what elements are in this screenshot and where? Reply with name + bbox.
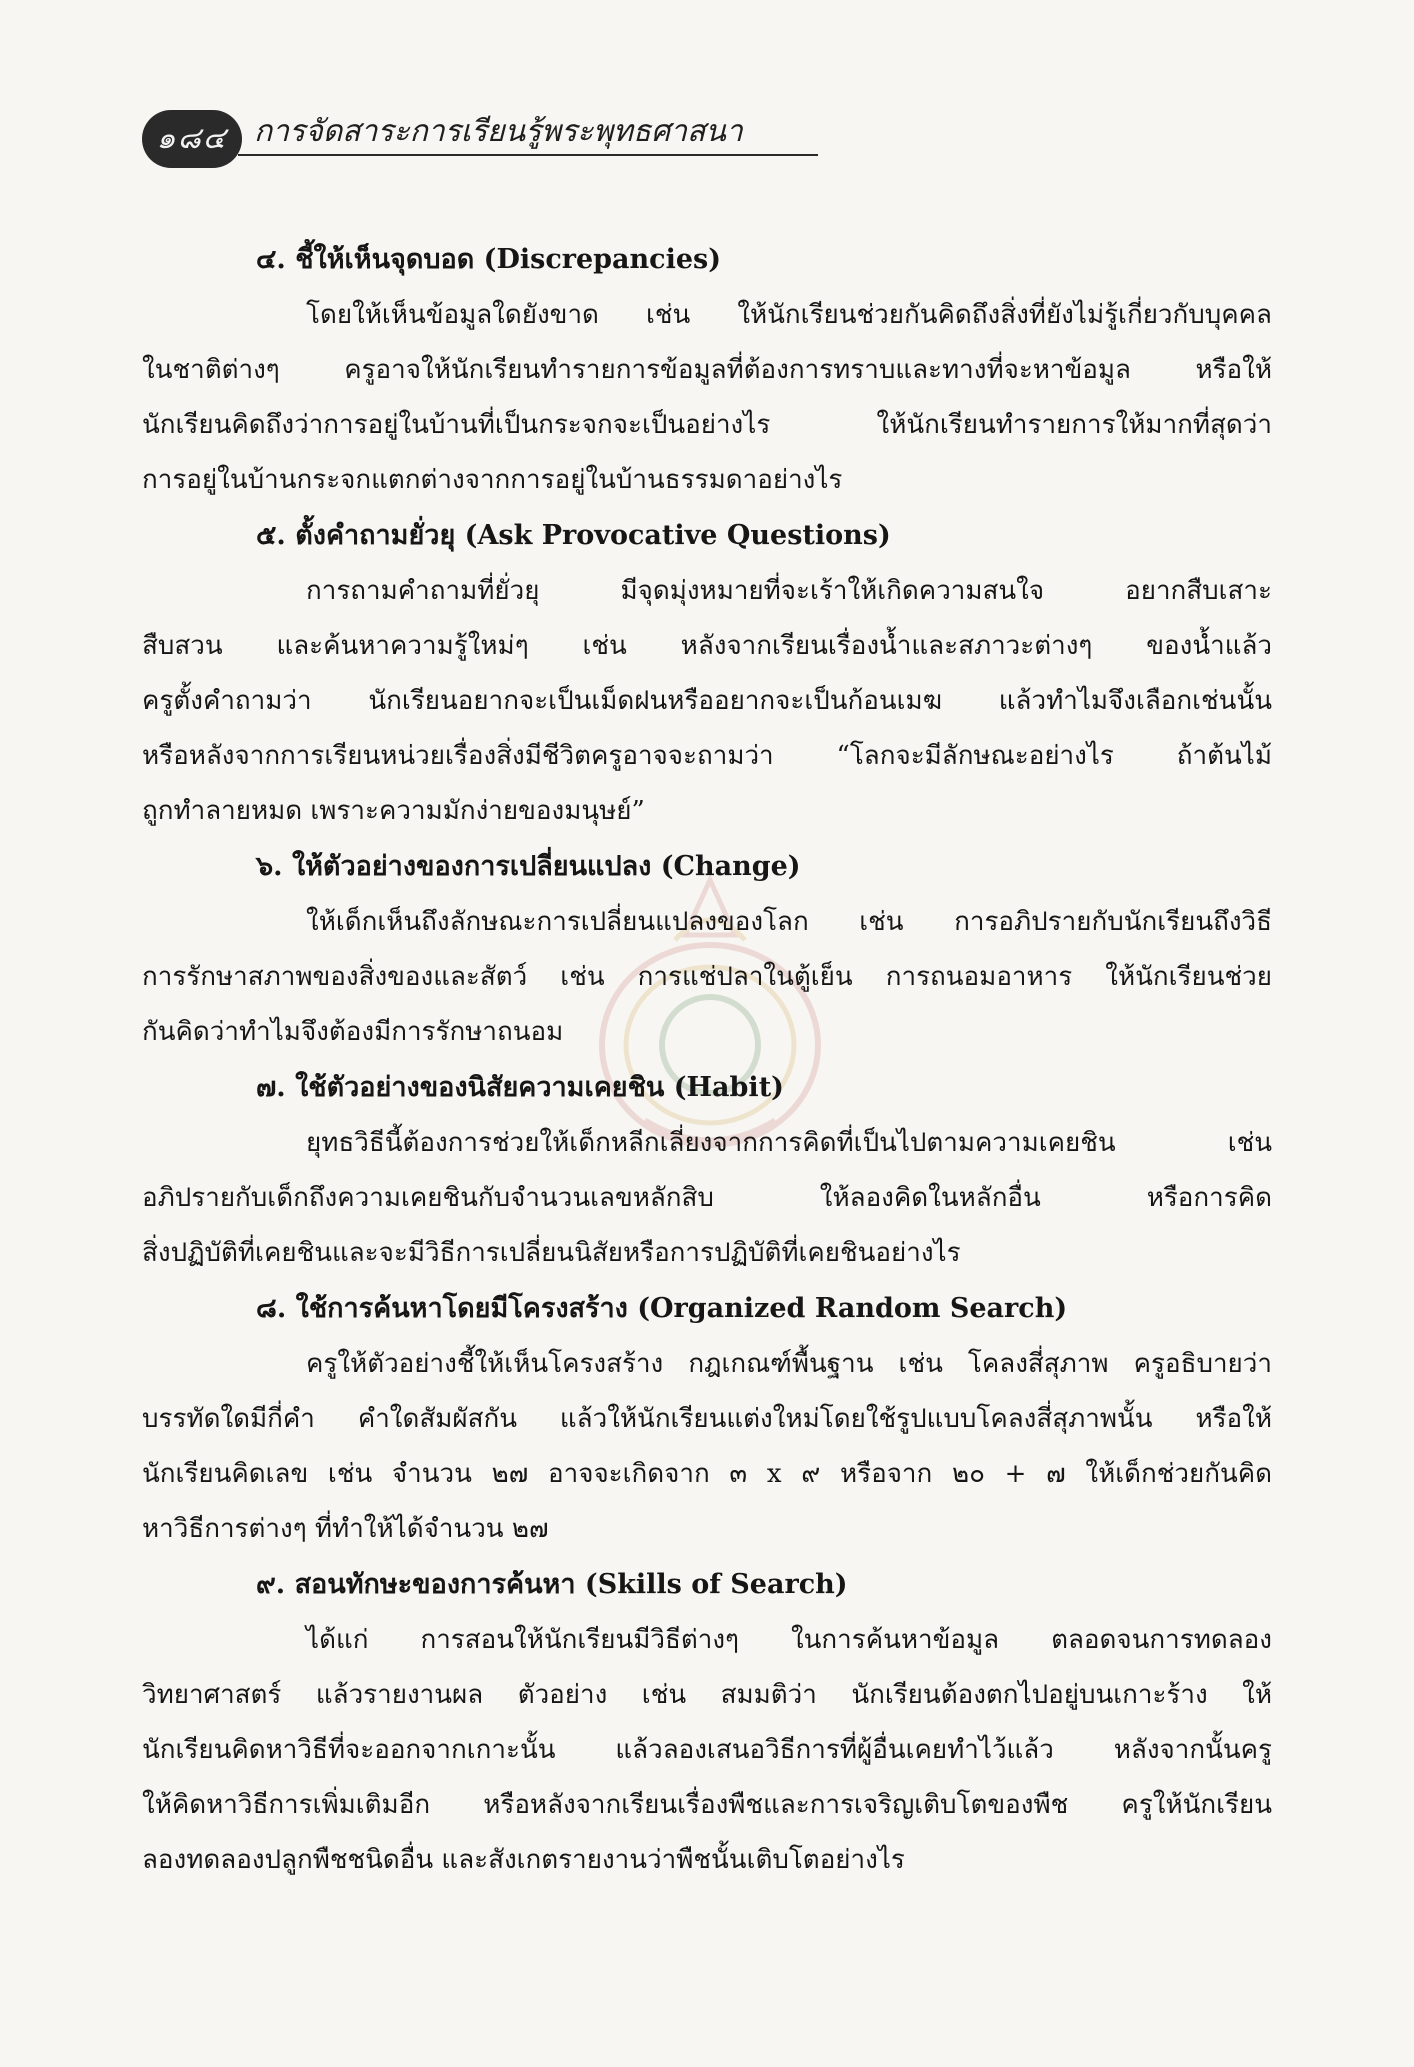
section-heading: ๙. สอนทักษะของการค้นหา (Skills of Search) — [256, 1569, 848, 1600]
paragraph — [142, 1116, 1272, 1281]
section-heading: ๕. ตั้งคำถามยั่วยุ (Ask Provocative Questions) — [256, 520, 891, 551]
text-line: หาวิธีการต่างๆ ที่ทำให้ได้จำนวน ๒๗ — [142, 1514, 549, 1544]
text-line: การถามคำถามที่ยั่วยุ มีจุดมุ่งหมายที่จะเร้าให้เกิดความสนใจ อยากสืบเสาะ — [306, 576, 1272, 606]
section-habit — [142, 1060, 1272, 1281]
text-line: บรรทัดใดมีกี่คำ คำใดสัมผัสกัน แล้วให้นักเรียนแต่งใหม่โดยใช้รูปแบบโคลงสี่สุภาพนั้น หรือให้ — [142, 1404, 1272, 1434]
text-line: ในชาติต่างๆ ครูอาจให้นักเรียนทำรายการข้อมูลที่ต้องการทราบและทางที่จะหาข้อมูล หรือให้ — [142, 355, 1272, 385]
text-line: ให้เด็กเห็นถึงลักษณะการเปลี่ยนแปลงของโลก เช่น การอภิปรายกับนักเรียนถึงวิธี — [306, 907, 1272, 937]
text-line: ลองทดลองปลูกพืชชนิดอื่น และสังเกตรายงานว่าพืชนั้นเติบโตอย่างไร — [142, 1845, 905, 1875]
text-line: นักเรียนคิดเลข เช่น จำนวน ๒๗ อาจจะเกิดจาก ๓ x ๙ หรือจาก ๒๐ + ๗ ให้เด็กช่วยกันคิด — [142, 1459, 1272, 1489]
section-heading: ๖. ให้ตัวอย่างของการเปลี่ยนแปลง (Change) — [256, 851, 801, 882]
text-line: โดยให้เห็นข้อมูลใดยังขาด เช่น ให้นักเรียนช่วยกันคิดถึงสิ่งที่ยังไม่รู้เกี่ยวกับบุคคล — [306, 300, 1272, 330]
page-header — [142, 102, 743, 176]
running-title: การจัดสาระการเรียนรู้พระพุทธศาสนา — [254, 114, 743, 149]
text-line: สืบสวน และค้นหาความรู้ใหม่ๆ เช่น หลังจากเรียนเรื่องน้ำและสภาวะต่างๆ ของน้ำแล้ว — [142, 631, 1272, 661]
text-line: วิทยาศาสตร์ แล้วรายงานผล ตัวอย่าง เช่น สมมติว่า นักเรียนต้องตกไปอยู่บนเกาะร้าง ให้ — [142, 1680, 1272, 1710]
paragraph — [142, 895, 1272, 1060]
text-line: การอยู่ในบ้านกระจกแตกต่างจากการอยู่ในบ้านธรรมดาอย่างไร — [142, 465, 843, 495]
section-discrepancies — [142, 232, 1272, 508]
section-change — [142, 839, 1272, 1060]
section-heading: ๔. ชี้ให้เห็นจุดบอด (Discrepancies) — [256, 244, 722, 275]
paragraph — [142, 288, 1272, 508]
page-number: ๑๘๔ — [142, 110, 242, 168]
section-heading: ๘. ใช้การค้นหาโดยมีโครงสร้าง (Organized Random Search) — [256, 1293, 1068, 1324]
text-line: ได้แก่ การสอนให้นักเรียนมีวิธีต่างๆ ในการค้นหาข้อมูล ตลอดจนการทดลอง — [306, 1625, 1272, 1655]
text-line: การรักษาสภาพของสิ่งของและสัตว์ เช่น การแช่ปลาในตู้เย็น การถนอมอาหาร ให้นักเรียนช่วย — [142, 962, 1272, 992]
text-line: กันคิดว่าทำไมจึงต้องมีการรักษาถนอม — [142, 1017, 564, 1047]
text-line: อภิปรายกับเด็กถึงความเคยชินกับจำนวนเลขหลักสิบ ให้ลองคิดในหลักอื่น หรือการคิด — [142, 1183, 1272, 1213]
section-provocative-questions — [142, 508, 1272, 839]
text-line: ครูให้ตัวอย่างชี้ให้เห็นโครงสร้าง กฎเกณฑ์พื้นฐาน เช่น โคลงสี่สุภาพ ครูอธิบายว่า — [306, 1349, 1272, 1379]
text-line: ยุทธวิธีนี้ต้องการช่วยให้เด็กหลีกเลี่ยงจากการคิดที่เป็นไปตามความเคยชิน เช่น — [306, 1128, 1272, 1158]
paragraph — [142, 564, 1272, 839]
text-line: นักเรียนคิดถึงว่าการอยู่ในบ้านที่เป็นกระจกจะเป็นอย่างไร ให้นักเรียนทำรายการให้มากที่สุดว่า — [142, 410, 1272, 440]
text-line: หรือหลังจากการเรียนหน่วยเรื่องสิ่งมีชีวิตครูอาจจะถามว่า “โลกจะมีลักษณะอย่างไร ถ้าต้นไม้ — [142, 741, 1272, 771]
section-heading: ๗. ใช้ตัวอย่างของนิสัยความเคยชิน (Habit) — [256, 1072, 784, 1103]
text-line: ให้คิดหาวิธีการเพิ่มเติมอีก หรือหลังจากเรียนเรื่องพืชและการเจริญเติบโตของพืช ครูให้นักเรียน — [142, 1790, 1272, 1820]
text-line: ครูตั้งคำถามว่า นักเรียนอยากจะเป็นเม็ดฝนหรืออยากจะเป็นก้อนเมฆ แล้วทำไมจึงเลือกเช่นนั้น — [142, 686, 1272, 716]
text-line: ถูกทำลายหมด เพราะความมักง่ายของมนุษย์” — [142, 796, 645, 826]
section-skills-of-search — [142, 1557, 1272, 1888]
text-line: นักเรียนคิดหาวิธีที่จะออกจากเกาะนั้น แล้วลองเสนอวิธีการที่ผู้อื่นเคยทำไว้แล้ว หลังจากนั้นครู — [142, 1735, 1272, 1765]
document-body — [142, 232, 1272, 1888]
paragraph — [142, 1337, 1272, 1557]
paragraph — [142, 1613, 1272, 1888]
text-line: สิ่งปฏิบัติที่เคยชินและจะมีวิธีการเปลี่ยนนิสัยหรือการปฏิบัติที่เคยชินอย่างไร — [142, 1238, 961, 1268]
section-organized-random-search — [142, 1281, 1272, 1557]
